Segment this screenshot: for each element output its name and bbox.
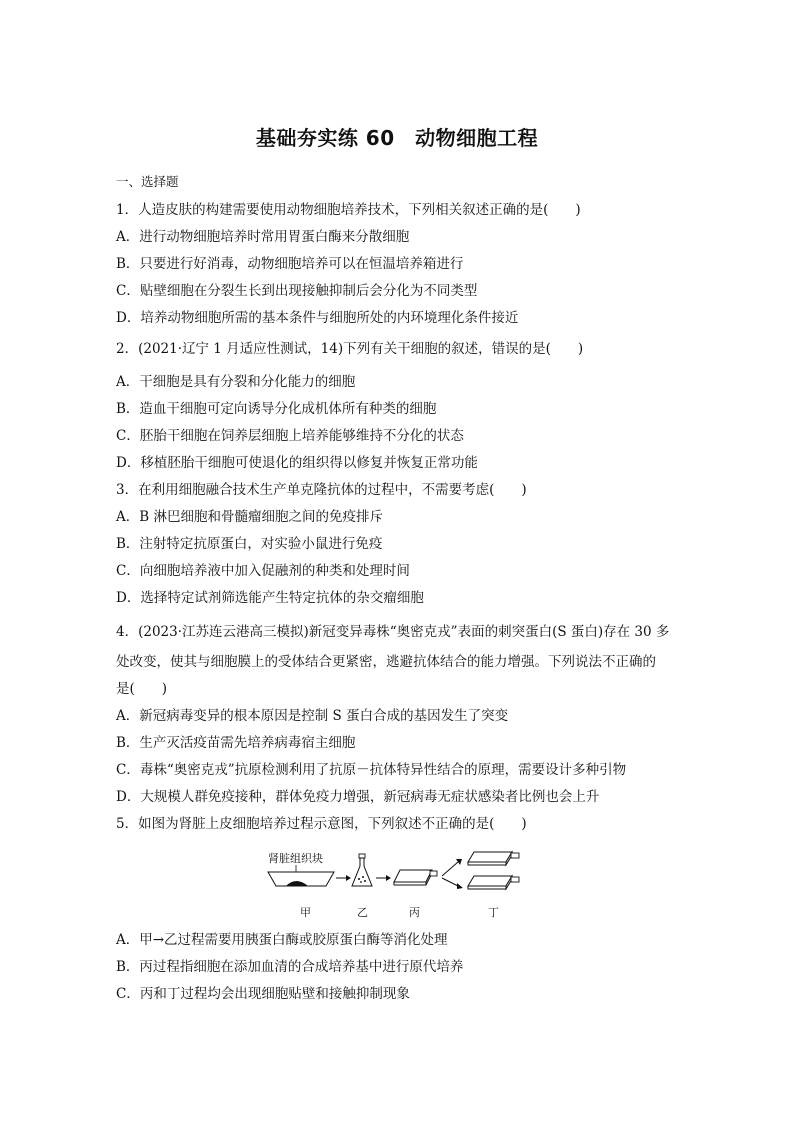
- arrow-icon: [376, 875, 391, 881]
- question-4-stem-line-3: 是( ): [116, 681, 168, 697]
- question-3-option-a: A．B 淋巴细胞和骨髓瘤细胞之间的免疫排斥: [116, 509, 383, 525]
- question-1-option-d: D．培养动物细胞所需的基本条件与细胞所处的内环境理化条件接近: [116, 310, 519, 326]
- question-2-option-c: C．胚胎干细胞在饲养层细胞上培养能够维持不分化的状态: [116, 428, 464, 444]
- stage-label-yi: 乙: [357, 906, 368, 919]
- cell-culture-diagram: [262, 848, 532, 928]
- question-4-option-a: A．新冠病毒变异的根本原因是控制 S 蛋白合成的基因发生了突变: [116, 708, 509, 724]
- question-1-option-c: C．贴壁细胞在分裂生长到出现接触抑制后会分化为不同类型: [116, 283, 478, 299]
- question-2-option-d: D．移植胚胎干细胞可使退化的组织得以修复并恢复正常功能: [116, 455, 478, 471]
- arrow-icon: [442, 878, 463, 889]
- question-3-option-d: D．选择特定试剂筛选能产生特定抗体的杂交瘤细胞: [116, 590, 424, 606]
- question-5-option-c: C．丙和丁过程均会出现细胞贴壁和接触抑制现象: [116, 986, 410, 1002]
- flask-icon: [352, 854, 372, 886]
- question-5-stem: 5．如图为肾脏上皮细胞培养过程示意图，下列叙述不正确的是( ): [116, 816, 527, 832]
- page-title: 基础夯实练 60 动物细胞工程: [255, 126, 539, 150]
- arrow-icon: [442, 859, 462, 876]
- cell-culture-figure: [262, 848, 532, 928]
- question-5-option-b: B．丙过程指细胞在添加血清的合成培养基中进行原代培养: [116, 959, 464, 975]
- question-4-option-d: D．大规模人群免疫接种，群体免疫力增强，新冠病毒无症状感染者比例也会上升: [116, 789, 600, 805]
- question-4-option-b: B．生产灭活疫苗需先培养病毒宿主细胞: [116, 735, 356, 751]
- question-1-stem: 1．人造皮肤的构建需要使用动物细胞培养技术，下列相关叙述正确的是( ): [116, 202, 581, 218]
- question-4-stem-line-1: 4．(2023·江苏连云港高三模拟)新冠变异毒株“奥密克戎”表面的刺突蛋白(S 蛋白)存在 30 多: [116, 624, 670, 640]
- question-1-option-a: A．进行动物细胞培养时常用胃蛋白酶来分散细胞: [116, 229, 410, 245]
- question-3-stem: 3．在利用细胞融合技术生产单克隆抗体的过程中，不需要考虑( ): [116, 482, 527, 498]
- question-4-stem-line-2: 处改变，使其与细胞膜上的受体结合更紧密，逃避抗体结合的能力增强。下列说法不正确的: [116, 654, 656, 670]
- question-3-option-b: B．注射特定抗原蛋白，对实验小鼠进行免疫: [116, 536, 383, 552]
- culture-bottle-icon: [394, 870, 437, 885]
- question-2-option-a: A．干细胞是具有分裂和分化能力的细胞: [116, 374, 356, 390]
- question-3-option-c: C．向细胞培养液中加入促融剂的种类和处理时间: [116, 563, 410, 579]
- tissue-block-label: 肾脏组织块: [268, 852, 323, 865]
- question-5-option-a: A．甲→乙过程需要用胰蛋白酶或胶原蛋白酶等消化处理: [116, 932, 448, 948]
- dish-icon: [268, 872, 334, 886]
- question-2-option-b: B．造血干细胞可定向诱导分化成机体所有种类的细胞: [116, 401, 437, 417]
- arrow-icon: [336, 875, 351, 881]
- culture-bottle-icon: [468, 852, 519, 865]
- question-4-option-c: C．毒株“奥密克戎”抗原检测利用了抗原－抗体特异性结合的原理，需要设计多种引物: [116, 762, 627, 778]
- stage-label-jia: 甲: [300, 906, 311, 919]
- stage-label-bing: 丙: [409, 906, 420, 919]
- section-heading: 一、选择题: [116, 174, 179, 189]
- culture-bottle-icon: [468, 876, 519, 889]
- question-2-stem: 2．(2021·辽宁 1 月适应性测试，14)下列有关干细胞的叙述，错误的是( ): [116, 341, 584, 357]
- question-1-option-b: B．只要进行好消毒，动物细胞培养可以在恒温培养箱进行: [116, 256, 464, 272]
- stage-label-ding: 丁: [488, 906, 499, 919]
